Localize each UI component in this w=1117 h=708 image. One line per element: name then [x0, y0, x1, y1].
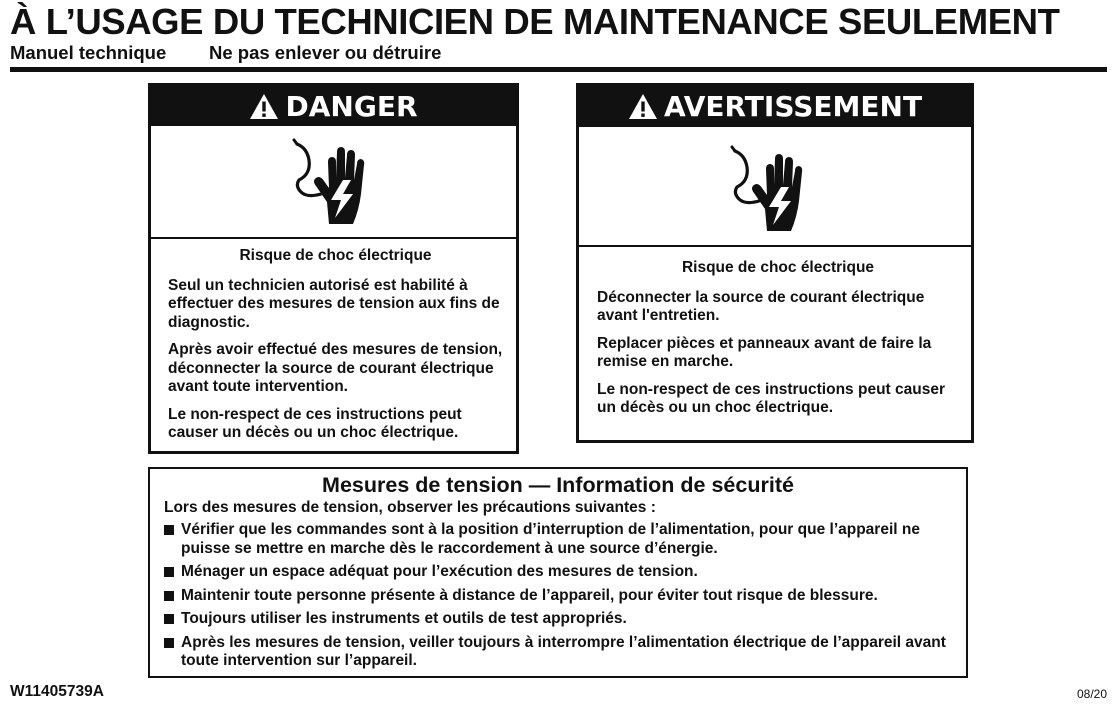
warning-box — [576, 83, 974, 443]
electric-shock-hand-icon — [291, 138, 371, 228]
warning-header — [579, 86, 971, 127]
warning-paragraph: Le non-respect de ces instructions peut causer un décès ou un choc électrique. — [597, 380, 945, 416]
list-item — [164, 587, 954, 606]
safety-info-box — [148, 467, 968, 678]
manual-label: Manuel technique — [10, 42, 167, 63]
danger-subtitle: Risque de choc électrique — [239, 247, 432, 264]
warning-icon-area — [579, 127, 971, 247]
list-item — [164, 610, 954, 629]
warning-paragraph: Déconnecter la source de courant électrique avant l'entretien. — [597, 288, 925, 324]
square-bullet-icon — [164, 638, 174, 648]
safety-info-list — [164, 521, 954, 676]
warning-triangle-icon — [628, 93, 658, 120]
list-item-text: Après les mesures de tension, veiller toujours à interrompre l’alimentation électrique de l’appareil avant toute intervention sur l’appareil. — [181, 633, 946, 669]
danger-header — [151, 86, 516, 126]
warning-triangle-icon — [249, 93, 279, 120]
header-divider — [10, 67, 1107, 72]
electric-shock-hand-icon — [729, 145, 809, 235]
danger-icon-area — [151, 126, 516, 239]
warning-label: AVERTISSEMENT — [663, 90, 923, 123]
danger-box — [148, 83, 519, 454]
list-item — [164, 634, 954, 671]
danger-label: DANGER — [285, 89, 418, 123]
list-item-text: Toujours utiliser les instruments et outils de test appropriés. — [181, 610, 627, 627]
square-bullet-icon — [164, 567, 174, 577]
page-title: À L’USAGE DU TECHNICIEN DE MAINTENANCE SEULEMENT — [10, 1, 1060, 42]
document-number: W11405739A — [10, 683, 104, 700]
safety-info-intro: Lors des mesures de tension, observer les précautions suivantes : — [164, 499, 656, 516]
list-item — [164, 521, 954, 558]
list-item — [164, 563, 954, 582]
danger-paragraph: Seul un technicien autorisé est habilité à effectuer des mesures de tension aux fins de diagnostic. — [168, 276, 500, 331]
list-item-text: Maintenir toute personne présente à distance de l’appareil, pour éviter tout risque de blessure. — [181, 586, 878, 604]
square-bullet-icon — [164, 525, 174, 535]
notice-label: Ne pas enlever ou détruire — [209, 42, 442, 63]
square-bullet-icon — [164, 591, 174, 601]
danger-body — [168, 247, 503, 452]
warning-body — [597, 259, 959, 427]
danger-paragraph: Le non-respect de ces instructions peut causer un décès ou un choc électrique. — [168, 405, 462, 441]
list-item-text: Ménager un espace adéquat pour l’exécution des mesures de tension. — [181, 563, 698, 580]
safety-info-title: Mesures de tension — Information de sécurité — [322, 473, 794, 497]
list-item-text: Vérifier que les commandes sont à la position d’interruption de l’alimentation, pour que l’appareil ne puisse se mettre en marche dès le raccordement à une source d’énergie. — [181, 521, 920, 557]
danger-paragraph: Après avoir effectué des mesures de tension, déconnecter la source de courant électrique avant toute intervention. — [168, 341, 503, 395]
document-date: 08/20 — [1076, 687, 1107, 701]
square-bullet-icon — [164, 614, 174, 624]
warning-paragraph: Replacer pièces et panneaux avant de faire la remise en marche. — [597, 334, 932, 370]
warning-subtitle: Risque de choc électrique — [681, 259, 875, 276]
